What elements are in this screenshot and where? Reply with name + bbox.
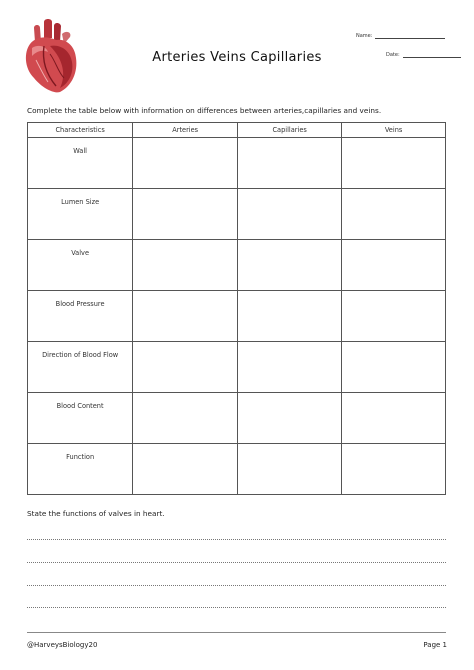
- answer-cell[interactable]: [238, 444, 342, 495]
- page-number: Page 1: [423, 641, 447, 649]
- valves-question: State the functions of valves in heart.: [27, 509, 165, 518]
- answer-cell[interactable]: [238, 291, 342, 342]
- date-label: Date:: [386, 52, 400, 58]
- name-field[interactable]: [356, 33, 445, 39]
- answer-cell[interactable]: [238, 342, 342, 393]
- answer-cell[interactable]: [238, 240, 342, 291]
- table-row: [28, 393, 446, 444]
- answer-line[interactable]: [27, 562, 446, 563]
- answer-cell[interactable]: [342, 138, 446, 189]
- answer-cell[interactable]: [133, 240, 238, 291]
- answer-cell[interactable]: [133, 393, 238, 444]
- row-label: Blood Pressure: [28, 291, 133, 342]
- row-label: Lumen Size: [28, 189, 133, 240]
- table-row: [28, 291, 446, 342]
- answer-line[interactable]: [27, 585, 446, 586]
- table-row: [28, 240, 446, 291]
- answer-cell[interactable]: [133, 444, 238, 495]
- answer-line[interactable]: [27, 607, 446, 608]
- row-label: Blood Content: [28, 393, 133, 444]
- table-row: [28, 342, 446, 393]
- answer-cell[interactable]: [238, 189, 342, 240]
- date-line[interactable]: [403, 52, 461, 58]
- row-label: Function: [28, 444, 133, 495]
- column-header: Veins: [342, 123, 446, 138]
- answer-cell[interactable]: [342, 444, 446, 495]
- column-header: Characteristics: [28, 123, 133, 138]
- answer-cell[interactable]: [238, 393, 342, 444]
- column-header: Capillaries: [238, 123, 342, 138]
- answer-cell[interactable]: [342, 189, 446, 240]
- table-row: [28, 189, 446, 240]
- answer-cell[interactable]: [342, 240, 446, 291]
- table-row: [28, 444, 446, 495]
- row-label: Direction of Blood Flow: [28, 342, 133, 393]
- worksheet-title: Arteries Veins Capillaries: [152, 50, 322, 65]
- comparison-table: [27, 122, 446, 495]
- footer-credit: @HarveysBiology20: [27, 641, 98, 649]
- table-instruction: Complete the table below with information on differences between arteries,capillaries and veins.: [27, 106, 382, 115]
- row-label: Valve: [28, 240, 133, 291]
- name-label: Name:: [356, 33, 373, 39]
- answer-cell[interactable]: [238, 138, 342, 189]
- table-header-row: [28, 123, 446, 138]
- name-line[interactable]: [375, 33, 445, 39]
- answer-cell[interactable]: [133, 189, 238, 240]
- answer-cell[interactable]: [133, 342, 238, 393]
- row-label: Wall: [28, 138, 133, 189]
- date-field[interactable]: [386, 52, 461, 58]
- answer-cell[interactable]: [133, 138, 238, 189]
- table-row: [28, 138, 446, 189]
- answer-cell[interactable]: [133, 291, 238, 342]
- answer-cell[interactable]: [342, 291, 446, 342]
- answer-cell[interactable]: [342, 393, 446, 444]
- footer-divider: [27, 632, 446, 633]
- answer-cell[interactable]: [342, 342, 446, 393]
- column-header: Arteries: [133, 123, 238, 138]
- answer-line[interactable]: [27, 539, 446, 540]
